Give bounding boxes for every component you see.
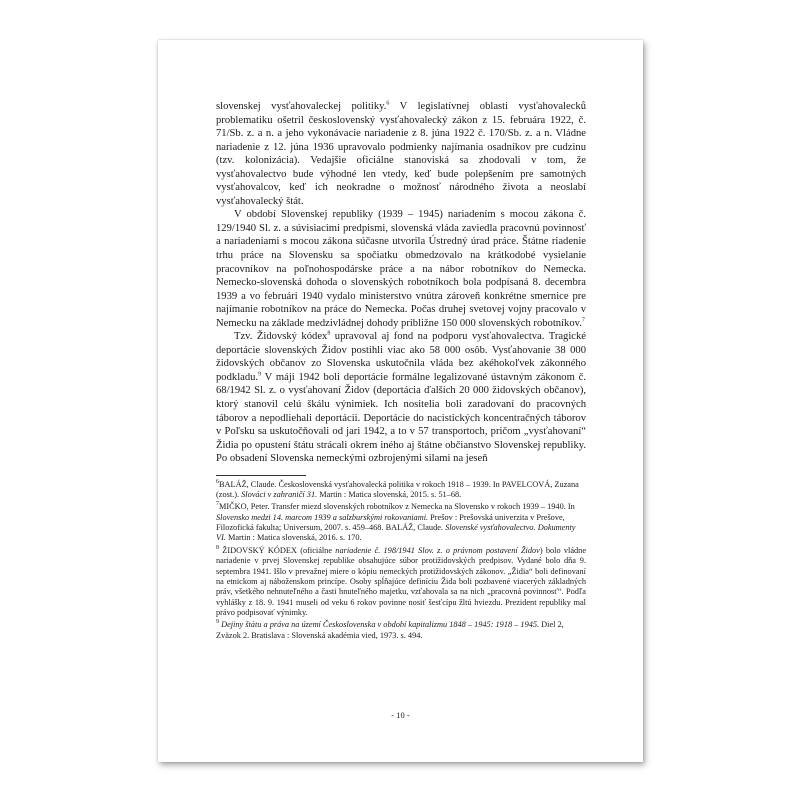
footnote-ref[interactable]: 6 xyxy=(386,100,390,107)
footnote-divider xyxy=(216,475,306,476)
paragraph: V období Slovenskej republiky (1939 – 1945) nariadením s mocou zákona č. 129/1940 Sl. z. a súvisiacimi predpismi, slovenská vláda zaviedla pracovnú povinnosť a nariadeniami s mocou zákona súčasne utvorila Ústredný úrad práce. Štátne riadenie trhu práce na Slovensku sa spočiatku obmedzovalo na krátkodobé vysielanie pracovníkov na poľnohospodárske práce a na nábor robotníkov do Nemecka. Nemecko-slovenská dohoda o slovenských robotníkoch bola podpísaná 8. decembra 1939 a vo februári 1940 vydalo ministerstvo vnútra zároveň konkrétne smernice pre najímanie robotníkov na práce do Nemecka. Počas druhej svetovej vojny pracovalo v Nemecku na základe medzivládnej dohody približne 150 000 slovenských robotníkov.$^7$ xyxy=(216,209,586,329)
footnote-ref[interactable]: 7 xyxy=(581,317,585,324)
footnote-ref[interactable]: 9 xyxy=(258,371,262,378)
paragraph: slovenskej vysťahovaleckej politiky.$^6$ V legislatívnej oblasti vysťahovalecků problematiku ošetril československý vysťahovalecký zákon z 15. februára 1922, č. 71/Sb. z. a n. a jeho vykonávacie nariadenie z 8. júna 1922 č. 170/Sb. z. a n. Vládne nariadenie z 12. júna 1936 upravovalo podmienky najímania osadníkov pre cudzinu (tzv. kolonizácia). Vedajšie oficiálne stanoviská sa zhodovali v tom, že vysťahovalectvo bude výhodné len vtedy, keď bude polepšením pre samotných vysťahovalcov, keď ich neokradne o možnosť národného života a neoslabí vysťahovalecký štát. xyxy=(216,100,586,207)
footnote: $^7$MIČKO, Peter. Transfer miezd slovenských robotníkov z Nemecka na Slovensko v rokoch 1939 – 1940. In Slovensko medzi 14. marcom 1939 a salzburskými rokovaniami. Prešov : Prešovská univerzita v Prešove, Filozofická fakulta; Universum, 2007. s. 459–468. BALÁŽ, Claude. Slovenské vysťahovalectvo. Dokumenty VI. Martin : Matica slovenská, 2016. s. 170. xyxy=(216,501,576,543)
footnote: $^6$BALÁŽ, Claude. Československá vysťahovalecká politika v rokoch 1918 – 1939. In PAVELCOVÁ, Zuzana (zost.). Slováci v zahraničí 31. Martin : Matica slovenská, 2015. s. 51–68. xyxy=(216,479,579,500)
footnote: $^8$ ŽIDOVSKÝ KÓDEX (oficiálne nariadenie č. 198/1941 Slov. z. o právnom postavení Židov) bolo vládne nariadenie v prvej Slovenskej republike obsahujúce súbor protižidovských predpisov. Vydané bolo dňa 9. septembra 1941. Išlo v prevažnej miere o kópiu nemeckých protižidovských zákonov. „Židia“ boli definovaní na etnickom aj náboženskom princípe. Osoby spĺňajúce definíciu Žida boli pozbavené viacerých základných práv, všetkého nehnuteľného a časti hnuteľného majetku, vzťahovala sa na nich „pracovná povinnosť“. Podľa vyhlášky z 18. 9. 1941 museli od veku 6 rokov povinne nosiť šesťcípu žltú hviezdu. Prezident republiky mal právo podpisovať výnimky. xyxy=(216,545,587,617)
footnote: $^9$ Dejiny štátu a práva na území Československa v období kapitalizmu 1848 – 1945: 1918 – 1945. Diel 2, Zväzok 2. Bratislava : Slovenská akadémia vied, 1973. s. 494. xyxy=(216,619,564,640)
page-number: - 10 - xyxy=(391,710,410,720)
page-content xyxy=(216,100,586,643)
footnote-ref[interactable]: 8 xyxy=(327,330,331,337)
paragraph: Tzv. Židovský kódex$^8$ upravoval aj fond na podporu vysťahovalectva. Tragické deportácie slovenských Židov postihli viac ako 58 000 osôb. Vysťahovanie 38 000 židovských občanov zo Slovenska uskutočnila vláda bez akéhokoľvek zákonného podkladu.$^9$ V máji 1942 boli deportácie formálne legalizované ústavným zákonom č. 68/1942 Sl. z. o vysťahovaní Židov (deportácia ďalších 20 000 židovských občanov), ktorý stanovil celú škálu výnimiek. Ich nositelia boli zaradovaní do pracovných táborov a nepodliehali deportácii. Deportácie do nacistických koncentračných táborov v Poľsku sa uskutočňovali od jari 1942, a to v 57 transportoch, pričom „vysťahovaní“ Židia po opustení štátu strácali okrem iného aj štátne občianstvo Slovenskej republiky. Po obsadení Slovenska nemeckými ozbrojenými silami na jeseň xyxy=(216,330,586,465)
book-page xyxy=(158,40,643,762)
